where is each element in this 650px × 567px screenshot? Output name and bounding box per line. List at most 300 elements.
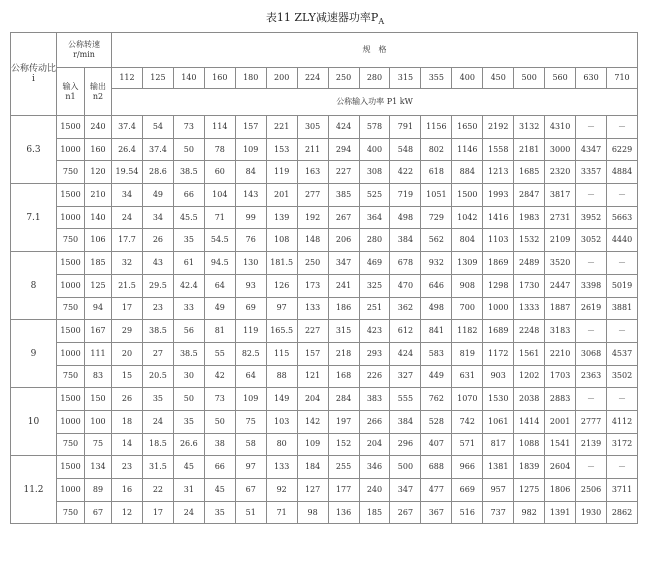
power-cell: 2506 [576,479,607,502]
header-row-2 [11,68,638,89]
power-cell: 26 [112,388,143,411]
power-cell: 18.5 [142,433,173,456]
power-cell: 17 [112,297,143,320]
output-speed-cell: 150 [85,388,112,411]
power-cell: 23 [142,297,173,320]
power-cell: 305 [297,116,328,139]
ratio-cell: 6.3 [11,116,57,184]
power-cell: 1703 [545,365,576,388]
output-speed-cell: 89 [85,479,112,502]
spec-header-cell: 450 [483,68,514,89]
power-cell: 1532 [514,229,545,252]
power-cell: 3952 [576,206,607,229]
power-cell: 2139 [576,433,607,456]
power-cell: 181.5 [266,252,297,275]
power-cell: － [607,388,638,411]
power-cell: 266 [359,410,390,433]
power-cell: 58 [235,433,266,456]
power-cell: 742 [452,410,483,433]
table-row [11,342,638,365]
power-cell: 153 [266,138,297,161]
power-cell: 126 [266,274,297,297]
power-cell: 97 [266,297,297,320]
power-cell: 165.5 [266,320,297,343]
power-cell: 66 [204,456,235,479]
power-cell: 4884 [607,161,638,184]
power-cell: 99 [235,206,266,229]
power-cell: 688 [421,456,452,479]
power-cell: 45.5 [173,206,204,229]
power-cell: 119 [266,161,297,184]
power-cell: 3172 [607,433,638,456]
power-cell: 33 [173,297,204,320]
table-row [11,433,638,456]
power-cell: 119 [235,320,266,343]
power-cell: 2619 [576,297,607,320]
power-cell: 88 [266,365,297,388]
power-cell: 17 [142,501,173,524]
spec-header-cell: 200 [266,68,297,89]
power-cell: 1088 [514,433,545,456]
power-cell: 1213 [483,161,514,184]
power-cell: 315 [328,320,359,343]
input-speed-cell: 1500 [57,252,85,275]
power-cell: 152 [328,433,359,456]
power-cell: 2192 [483,116,514,139]
output-speed-cell: 140 [85,206,112,229]
power-cell: 700 [452,297,483,320]
table-row [11,320,638,343]
power-cell: 407 [421,433,452,456]
power-cell: 226 [359,365,390,388]
power-cell: 3357 [576,161,607,184]
power-cell: 34 [112,184,143,207]
spec-header-cell: 250 [328,68,359,89]
power-cell: 38.5 [173,161,204,184]
output-speed-cell: 67 [85,501,112,524]
power-cell: 802 [421,138,452,161]
power-cell: 498 [421,297,452,320]
power-cell: － [607,116,638,139]
table-row [11,184,638,207]
power-cell: 51 [235,501,266,524]
power-cell: 583 [421,342,452,365]
output-speed-cell: 125 [85,274,112,297]
power-cell: 612 [390,320,421,343]
power-cell: 2210 [545,342,576,365]
power-cell: 2447 [545,274,576,297]
power-cell: 82.5 [235,342,266,365]
power-cell: 294 [328,138,359,161]
power-cell: 400 [359,138,390,161]
spec-header-cell: 630 [576,68,607,89]
table-row [11,297,638,320]
table-row [11,479,638,502]
spec-header-cell: 710 [607,68,638,89]
spec-header-cell: 125 [142,68,173,89]
power-cell: 17.7 [112,229,143,252]
output-speed-cell: 75 [85,433,112,456]
power-cell: 2489 [514,252,545,275]
power-cell: 267 [328,206,359,229]
input-speed-cell: 1500 [57,184,85,207]
spec-header-cell: 140 [173,68,204,89]
power-cell: 24 [112,206,143,229]
power-cell: 383 [359,388,390,411]
power-cell: 221 [266,116,297,139]
power-cell: 19.54 [112,161,143,184]
power-cell: 548 [390,138,421,161]
header-spec: 规 格 [112,33,638,68]
power-cell: 3068 [576,342,607,365]
power-cell: 2248 [514,320,545,343]
spec-header-cell: 180 [235,68,266,89]
power-cell: 93 [235,274,266,297]
power-cell: 516 [452,501,483,524]
spec-header-cell: 355 [421,68,452,89]
power-cell: 80 [266,433,297,456]
power-cell: 1042 [452,206,483,229]
power-cell: 1156 [421,116,452,139]
header-output: 输出 n2 [85,68,112,116]
power-cell: 108 [266,229,297,252]
power-cell: 1051 [421,184,452,207]
power-cell: 5663 [607,206,638,229]
power-cell: 139 [266,206,297,229]
power-cell: 173 [297,274,328,297]
power-cell: 26.4 [112,138,143,161]
power-cell: 204 [359,433,390,456]
input-speed-cell: 1000 [57,410,85,433]
ratio-cell: 8 [11,252,57,320]
header-power: 公称输入功率 P1 kW [112,89,638,116]
power-cell: 5019 [607,274,638,297]
power-cell: 206 [328,229,359,252]
power-cell: 15 [112,365,143,388]
power-cell: 98 [297,501,328,524]
power-cell: － [576,388,607,411]
power-cell: 1730 [514,274,545,297]
power-cell: 130 [235,252,266,275]
power-cell: 2181 [514,138,545,161]
power-cell: 50 [173,388,204,411]
power-cell: 562 [421,229,452,252]
power-cell: 6229 [607,138,638,161]
power-cell: 251 [359,297,390,320]
power-cell: 525 [359,184,390,207]
power-cell: 384 [390,229,421,252]
power-cell: 157 [297,342,328,365]
input-speed-cell: 750 [57,297,85,320]
power-cell: 1309 [452,252,483,275]
table-row [11,410,638,433]
power-cell: 38.5 [173,342,204,365]
power-cell: 3881 [607,297,638,320]
power-cell: 3183 [545,320,576,343]
table-body [11,116,638,524]
power-cell: 3520 [545,252,576,275]
header-ratio: 公称传动比 i [11,33,57,116]
power-cell: － [576,456,607,479]
power-cell: 60 [204,161,235,184]
spec-header-cell: 315 [390,68,421,89]
power-cell: 1000 [483,297,514,320]
spec-header-cell: 280 [359,68,390,89]
power-cell: 2001 [545,410,576,433]
power-cell: 1414 [514,410,545,433]
power-cell: 277 [297,184,328,207]
power-cell: 38 [204,433,235,456]
table-title-text: 表11 ZLY减速器功率P [265,11,379,24]
power-cell: 115 [266,342,297,365]
power-cell: 133 [266,456,297,479]
power-cell: 26 [142,229,173,252]
power-cell: 186 [328,297,359,320]
power-cell: 34 [142,206,173,229]
power-cell: 762 [421,388,452,411]
power-cell: 1530 [483,388,514,411]
power-cell: 284 [328,388,359,411]
power-cell: 12 [112,501,143,524]
output-speed-cell: 134 [85,456,112,479]
output-speed-cell: 240 [85,116,112,139]
power-cell: 346 [359,456,390,479]
power-cell: 1391 [545,501,576,524]
table-row [11,229,638,252]
input-speed-cell: 1500 [57,116,85,139]
table-row [11,456,638,479]
ratio-cell: 10 [11,388,57,456]
power-cell: 192 [297,206,328,229]
power-cell: 56 [173,320,204,343]
power-cell: 1298 [483,274,514,297]
power-cell: 4537 [607,342,638,365]
input-speed-cell: 750 [57,501,85,524]
power-cell: 817 [483,433,514,456]
power-cell: 37.4 [112,116,143,139]
power-cell: 76 [235,229,266,252]
power-cell: 104 [204,184,235,207]
power-cell: 64 [235,365,266,388]
header-speed: 公称转速 r/min [57,33,112,68]
power-cell: 908 [452,274,483,297]
power-cell: 1993 [483,184,514,207]
output-speed-cell: 167 [85,320,112,343]
table-title [0,10,650,26]
power-cell: 498 [390,206,421,229]
power-cell: － [607,184,638,207]
spec-header-cell: 500 [514,68,545,89]
power-cell: 3502 [607,365,638,388]
power-cell: 24 [173,501,204,524]
power-cell: 29 [112,320,143,343]
power-cell: 1650 [452,116,483,139]
power-cell: 67 [235,479,266,502]
input-speed-cell: 750 [57,365,85,388]
table-row [11,138,638,161]
power-cell: 35 [173,229,204,252]
table-row [11,274,638,297]
power-cell: 1103 [483,229,514,252]
power-cell: 20.5 [142,365,173,388]
input-speed-cell: 1000 [57,479,85,502]
input-speed-cell: 1000 [57,206,85,229]
power-cell: 255 [328,456,359,479]
spec-header-cell: 112 [112,68,143,89]
output-speed-cell: 120 [85,161,112,184]
power-cell: 50 [204,410,235,433]
power-cell: 32 [112,252,143,275]
power-cell: 2883 [545,388,576,411]
power-cell: 1061 [483,410,514,433]
input-speed-cell: 750 [57,433,85,456]
power-cell: 22 [142,479,173,502]
power-cell: 469 [359,252,390,275]
power-cell: 28.6 [142,161,173,184]
power-cell: 2777 [576,410,607,433]
power-cell: 4310 [545,116,576,139]
table-row [11,252,638,275]
input-speed-cell: 1000 [57,274,85,297]
power-table [10,32,638,524]
power-cell: 3817 [545,184,576,207]
power-cell: 92 [266,479,297,502]
power-cell: 347 [328,252,359,275]
power-cell: 1558 [483,138,514,161]
input-speed-cell: 1500 [57,388,85,411]
spec-header-cell: 400 [452,68,483,89]
power-cell: 423 [359,320,390,343]
spec-header-cell: 560 [545,68,576,89]
power-cell: 424 [328,116,359,139]
power-cell: 2847 [514,184,545,207]
power-cell: 367 [421,501,452,524]
power-cell: 55 [204,342,235,365]
power-cell: 148 [297,229,328,252]
header-input: 输入 n1 [57,68,85,116]
power-cell: 1561 [514,342,545,365]
output-speed-cell: 185 [85,252,112,275]
table-row [11,116,638,139]
power-cell: 267 [390,501,421,524]
input-speed-cell: 1500 [57,456,85,479]
power-cell: 109 [235,138,266,161]
ratio-cell: 11.2 [11,456,57,524]
power-cell: 4347 [576,138,607,161]
power-cell: 737 [483,501,514,524]
power-cell: 49 [204,297,235,320]
power-cell: 21.5 [112,274,143,297]
power-cell: 185 [359,501,390,524]
output-speed-cell: 111 [85,342,112,365]
power-cell: 578 [359,116,390,139]
power-cell: 819 [452,342,483,365]
output-speed-cell: 94 [85,297,112,320]
power-cell: 2604 [545,456,576,479]
power-cell: 227 [297,320,328,343]
power-cell: 841 [421,320,452,343]
power-cell: 982 [514,501,545,524]
power-cell: 94.5 [204,252,235,275]
power-cell: 109 [297,433,328,456]
power-cell: 227 [328,161,359,184]
power-cell: 1146 [452,138,483,161]
power-cell: 449 [421,365,452,388]
power-cell: － [576,116,607,139]
power-cell: 729 [421,206,452,229]
power-cell: 84 [235,161,266,184]
power-cell: 121 [297,365,328,388]
table-row [11,206,638,229]
power-cell: 1202 [514,365,545,388]
power-cell: 197 [328,410,359,433]
power-cell: － [607,320,638,343]
power-cell: 35 [204,501,235,524]
power-cell: 23 [112,456,143,479]
power-cell: 211 [297,138,328,161]
power-cell: 1869 [483,252,514,275]
power-cell: 30 [173,365,204,388]
power-cell: 127 [297,479,328,502]
power-cell: 66 [173,184,204,207]
power-cell: 1416 [483,206,514,229]
input-speed-cell: 1500 [57,320,85,343]
power-cell: 2320 [545,161,576,184]
power-cell: 73 [204,388,235,411]
power-cell: 477 [421,479,452,502]
power-cell: 240 [359,479,390,502]
power-cell: 1930 [576,501,607,524]
power-cell: 2363 [576,365,607,388]
spec-header-cell: 224 [297,68,328,89]
power-cell: 14 [112,433,143,456]
power-cell: 103 [266,410,297,433]
power-cell: 325 [359,274,390,297]
power-cell: 422 [390,161,421,184]
spec-header-cell: 160 [204,68,235,89]
power-cell: 3711 [607,479,638,502]
power-cell: 1887 [545,297,576,320]
ratio-cell: 7.1 [11,184,57,252]
power-cell: 293 [359,342,390,365]
power-cell: 470 [390,274,421,297]
power-cell: 1070 [452,388,483,411]
power-cell: 3052 [576,229,607,252]
power-cell: 184 [297,456,328,479]
power-cell: 2862 [607,501,638,524]
power-cell: 362 [390,297,421,320]
power-cell: 2109 [545,229,576,252]
power-cell: 24 [142,410,173,433]
power-cell: 109 [235,388,266,411]
power-cell: 646 [421,274,452,297]
power-cell: 1689 [483,320,514,343]
power-cell: 1381 [483,456,514,479]
output-speed-cell: 83 [85,365,112,388]
power-cell: 719 [390,184,421,207]
power-cell: 42 [204,365,235,388]
power-cell: 791 [390,116,421,139]
power-cell: 27 [142,342,173,365]
power-cell: 71 [204,206,235,229]
power-cell: 64 [204,274,235,297]
power-cell: 1983 [514,206,545,229]
power-cell: 932 [421,252,452,275]
power-cell: 2038 [514,388,545,411]
power-cell: 142 [297,410,328,433]
power-cell: 327 [390,365,421,388]
power-cell: 1182 [452,320,483,343]
